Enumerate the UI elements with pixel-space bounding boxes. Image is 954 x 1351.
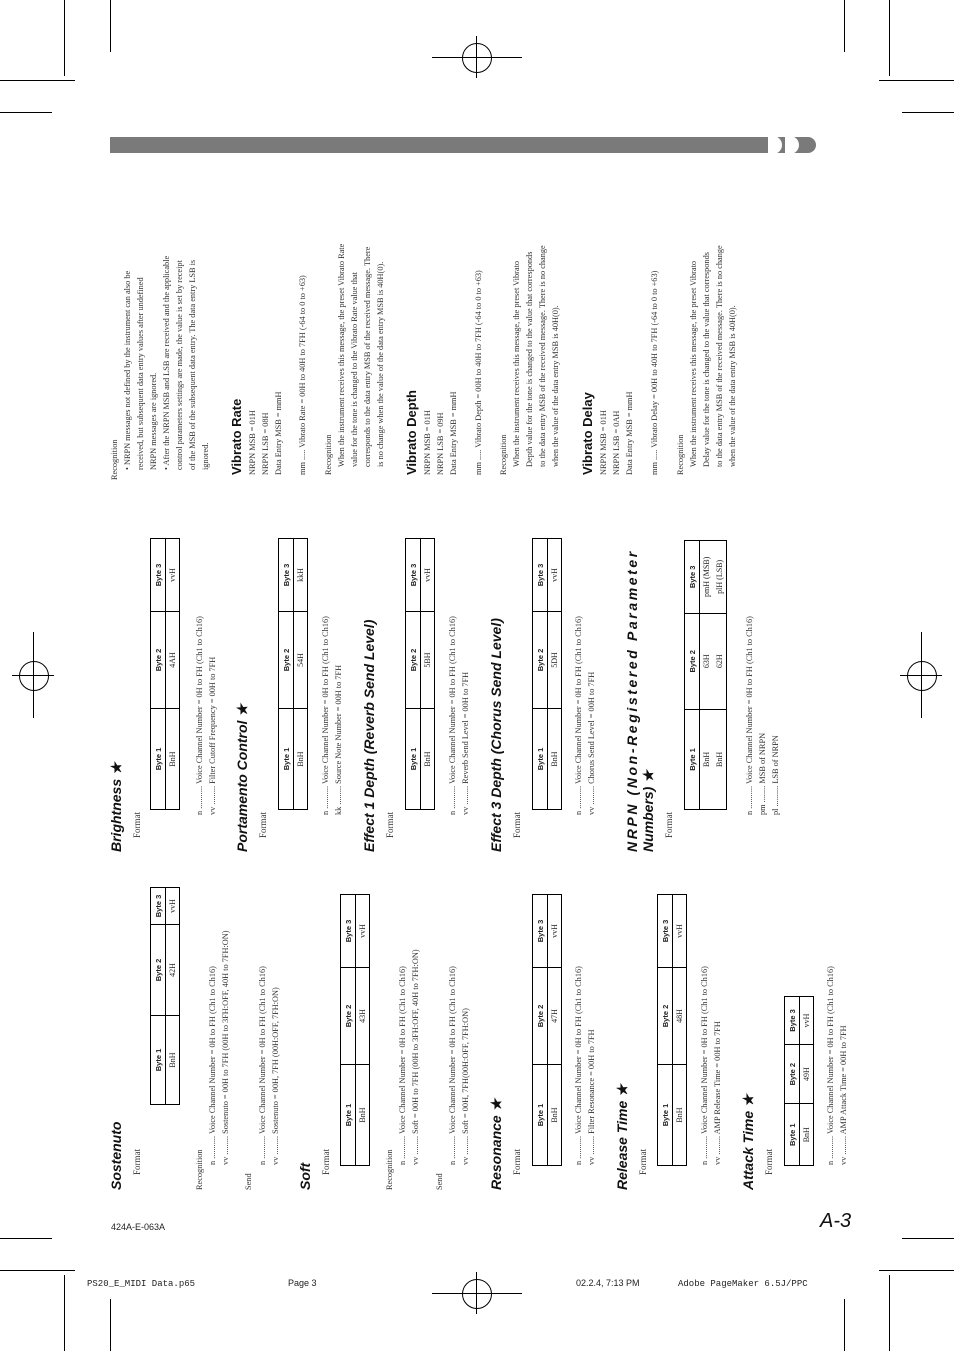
soft-send-vv: vv ......... Soft = 00H, 7FH(00H:OFF, 7FH:ON) xyxy=(461,1008,470,1165)
effect3-depth-n: n ........... Voice Channel Number = 0H to FH (Ch1 to Ch16) xyxy=(574,616,583,815)
vibrato-delay-recognition-line-1: When the instrument receives this message, the preset Vibrato xyxy=(689,260,698,467)
vibrato-rate-mm: mm ..... Vibrato Rate = 00H to 40H to 7FH (-64 to 0 to +63) xyxy=(298,275,307,475)
brightness-table: Byte 1 Byte 2 Byte 3 BnH 4AH vvH xyxy=(150,538,180,810)
effect1-depth-table: Byte 1 Byte 2 Byte 3 BnH 5BH vvH xyxy=(405,538,435,810)
soft-title: Soft xyxy=(297,1162,313,1190)
attack-time-table: Byte 1 Byte 2 Byte 3 BnH 49H vvH xyxy=(784,996,814,1166)
nrpn-recognition-line-5: control parameters settings are made, the value is set by receipt xyxy=(175,260,184,470)
sostenuto-table: Byte 1 Byte 2 Byte 3 BnH 42H vvH xyxy=(150,887,180,1105)
vibrato-rate-recognition-line-1: When the instrument receives this message, the preset Vibrato Rate xyxy=(337,243,346,467)
resonance-vv: vv ......... Filter Resonance = 00H to 7FH xyxy=(587,1029,596,1165)
footer-datetime: 02.2.4, 7:13 PM xyxy=(576,1278,640,1288)
vibrato-delay-recognition-line-4: when the value of the data entry MSB is 40H(0). xyxy=(728,305,737,467)
brightness-n: n ........... Voice Channel Number = 0H to FH (Ch1 to Ch16) xyxy=(195,616,204,815)
release-time-vv: vv ......... AMP Release Time = 00H to 7FH xyxy=(713,1021,722,1165)
soft-table: Byte 1 Byte 2 Byte 3 BnH 43H vvH xyxy=(340,894,370,1166)
vibrato-depth-recognition-line-1: When the instrument receives this message, the preset Vibrato xyxy=(512,260,521,467)
release-time-title: Release Time ★ xyxy=(614,1084,630,1190)
portamento-control-kk: kk ......... Source Note Number = 00H to 7FH xyxy=(334,664,343,815)
vibrato-depth-data-entry: Data Entry MSB = mmH xyxy=(449,391,458,475)
nrpn-recognition-line-3: NRPN messages are ignored. xyxy=(149,372,158,470)
soft-send-n: n ........... Voice Channel Number = 0H to FH (Ch1 to Ch16) xyxy=(448,966,457,1165)
nrpn-recognition-line-4: • After the NRPN MSB and LSB are received and the applicable xyxy=(162,255,171,470)
sostenuto-send-n: n ........... Voice Channel Number = 0H to FH (Ch1 to Ch16) xyxy=(258,966,267,1165)
soft-recognition-label: Recognition xyxy=(385,1149,394,1190)
sostenuto-recognition-vv: vv ......... Sostenuto = 00H to 7FH (00H to 3FH:OFF, 40H to 7FH:ON) xyxy=(221,930,230,1165)
vibrato-depth-title: Vibrato Depth xyxy=(404,390,419,475)
sostenuto-send-vv: vv ......... Sostenuto = 00H, 7FH (00H:OFF, 7FH:ON) xyxy=(271,987,280,1165)
vibrato-rate-recognition-line-4: is no change when the value of the data entry MSB is 40H(0). xyxy=(376,261,385,467)
vibrato-depth-recognition-line-3: to the data entry MSB of the received message. There is no change xyxy=(538,245,547,467)
soft-send-label: Send xyxy=(435,1173,444,1190)
resonance-title: Resonance ★ xyxy=(488,1098,504,1190)
vibrato-rate-data-entry: Data Entry MSB = mmH xyxy=(274,391,283,475)
page-label: A-3 xyxy=(820,1210,852,1232)
release-time-n: n ........... Voice Channel Number = 0H to FH (Ch1 to Ch16) xyxy=(700,966,709,1165)
vibrato-depth-lsb: NRPN LSB = 09H xyxy=(436,412,445,475)
effect3-depth-vv: vv ......... Chorus Send Level = 00H to 7FH xyxy=(587,671,596,815)
vibrato-rate-recognition-line-3: corresponds to the data entry MSB of the received message. There xyxy=(363,246,372,467)
header-bar xyxy=(110,137,848,153)
nrpn-format-label: Format xyxy=(664,812,674,838)
sostenuto-send-label: Send xyxy=(244,1173,253,1190)
footer-file: PS20_E_MIDI Data.p65 xyxy=(87,1279,196,1289)
vibrato-depth-recognition-line-2: Depth value for the tone is changed to the value that corresponds xyxy=(525,251,534,467)
nrpn-recognition-line-6: of the MSB of the subsequent data entry. The data entry LSB is xyxy=(188,259,197,470)
effect1-depth-vv: vv ......... Reverb Send Level = 00H to 7FH xyxy=(461,671,470,815)
vibrato-delay-recognition-label: Recognition xyxy=(676,434,685,475)
nrpn-recognition-line-1: • NRPN messages not defined by the instrument can also be xyxy=(123,270,132,470)
portamento-control-table: Byte 1 Byte 2 Byte 3 BnH 54H kkH xyxy=(278,538,308,810)
nrpn-n: n ........... Voice Channel Number = 0H to FH (Ch1 to Ch16) xyxy=(745,616,754,815)
nrpn-pm: pm ........ MSB of NRPN xyxy=(758,732,767,815)
soft-format-label: Format xyxy=(321,1149,331,1175)
brightness-title: Brightness ★ xyxy=(108,762,124,852)
vibrato-delay-recognition-line-2: Delay value for the tone is changed to the value that corresponds xyxy=(702,252,711,467)
resonance-table: Byte 1 Byte 2 Byte 3 BnH 47H vvH xyxy=(532,894,562,1166)
effect3-depth-format-label: Format xyxy=(512,812,522,838)
vibrato-depth-recognition-label: Recognition xyxy=(499,434,508,475)
vibrato-rate-recognition-label: Recognition xyxy=(324,434,333,475)
release-time-format-label: Format xyxy=(638,1149,648,1175)
vibrato-rate-msb: NRPN MSB = 01H xyxy=(248,410,257,475)
vibrato-delay-msb: NRPN MSB = 01H xyxy=(599,410,608,475)
soft-recognition-n: n ........... Voice Channel Number = 0H to FH (Ch1 to Ch16) xyxy=(398,966,407,1165)
resonance-n: n ........... Voice Channel Number = 0H to FH (Ch1 to Ch16) xyxy=(574,966,583,1165)
vibrato-delay-mm: mm ..... Vibrato Delay = 00H to 40H to 7FH (-64 to 0 to +63) xyxy=(650,270,659,475)
nrpn-recognition-label: Recognition xyxy=(110,439,119,480)
vibrato-depth-recognition-line-4: when the value of the data entry MSB is 40H(0). xyxy=(551,305,560,467)
attack-time-format-label: Format xyxy=(764,1149,774,1175)
vibrato-depth-mm: mm ..... Vibrato Depth = 00H to 40H to 7FH (-64 to 0 to +63) xyxy=(474,270,483,475)
vibrato-delay-title: Vibrato Delay xyxy=(580,392,595,475)
attack-time-n: n ........... Voice Channel Number = 0H to FH (Ch1 to Ch16) xyxy=(826,966,835,1165)
brightness-vv: vv ......... Filter Cutoff Frequency = 00H to 7FH xyxy=(208,656,217,815)
page-code: 424A-E-063A xyxy=(111,1222,166,1232)
sostenuto-format-label: Format xyxy=(132,1149,142,1175)
nrpn-title: NRPN (Non-Registered Parameter xyxy=(624,549,640,852)
sostenuto-title: Sostenuto xyxy=(108,1121,124,1190)
attack-time-title: Attack Time ★ xyxy=(740,1094,756,1190)
vibrato-depth-msb: NRPN MSB = 01H xyxy=(423,410,432,475)
sostenuto-recognition-label: Recognition xyxy=(195,1149,204,1190)
vibrato-rate-title: Vibrato Rate xyxy=(229,398,244,475)
nrpn-pl: pl .......... LSB of NRPN xyxy=(771,735,780,815)
brightness-format-label: Format xyxy=(132,812,142,838)
vibrato-delay-data-entry: Data Entry MSB = mmH xyxy=(625,391,634,475)
soft-recognition-vv: vv ......... Soft = 00H to 7FH (00H to 3FH:OFF, 40H to 7FH:ON) xyxy=(411,949,420,1165)
nrpn-table: Byte 1 Byte 2 Byte 3 BnH 63H pmH (MSB) BnH 62H plH (LSB) xyxy=(684,540,727,810)
vibrato-delay-lsb: NRPN LSB = 0AH xyxy=(612,410,621,475)
footer-page: Page 3 xyxy=(288,1278,317,1288)
nrpn-title-cont: Numbers) ★ xyxy=(640,770,656,852)
effect3-depth-table: Byte 1 Byte 2 Byte 3 BnH 5DH vvH xyxy=(532,538,562,810)
attack-time-vv: vv ......... AMP Attack Time = 00H to 7FH xyxy=(839,1025,848,1165)
portamento-control-format-label: Format xyxy=(258,812,268,838)
vibrato-rate-recognition-line-2: value for the tone is changed to the Vibrato Rate value that xyxy=(350,272,359,467)
portamento-control-title: Portamento Control ★ xyxy=(234,704,250,852)
vibrato-rate-lsb: NRPN LSB = 08H xyxy=(261,412,270,475)
nrpn-recognition-line-2: received, but subsequent data entry values after undefined xyxy=(136,277,145,470)
effect1-depth-n: n ........... Voice Channel Number = 0H to FH (Ch1 to Ch16) xyxy=(448,616,457,815)
effect1-depth-format-label: Format xyxy=(385,812,395,838)
nrpn-recognition-line-7: ignored. xyxy=(201,442,210,470)
footer-app: Adobe PageMaker 6.5J/PPC xyxy=(678,1279,808,1289)
resonance-format-label: Format xyxy=(512,1149,522,1175)
release-time-table: Byte 1 Byte 2 Byte 3 BnH 48H vvH xyxy=(657,894,687,1166)
sostenuto-recognition-n: n ........... Voice Channel Number = 0H to FH (Ch1 to Ch16) xyxy=(208,966,217,1165)
effect3-depth-title: Effect 3 Depth (Chorus Send Level) xyxy=(488,618,504,852)
vibrato-delay-recognition-line-3: to the data entry MSB of the received message. There is no change xyxy=(715,245,724,467)
portamento-control-n: n ........... Voice Channel Number = 0H to FH (Ch1 to Ch16) xyxy=(321,616,330,815)
effect1-depth-title: Effect 1 Depth (Reverb Send Level) xyxy=(361,619,377,852)
